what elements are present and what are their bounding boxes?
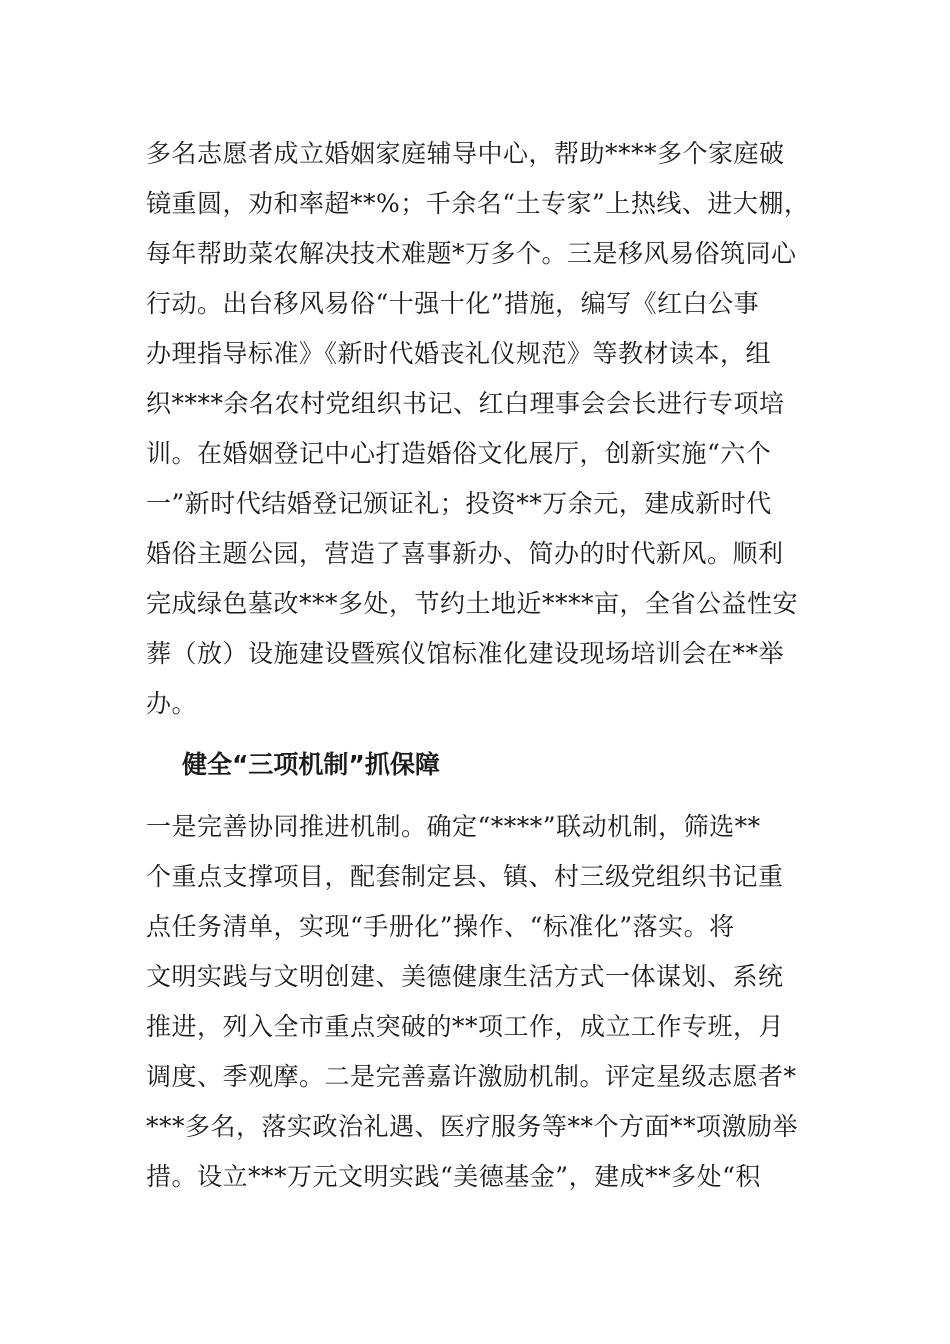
body-text-line: 多名志愿者成立婚姻家庭辅导中心，帮助****多个家庭破 <box>146 139 785 168</box>
body-text-line: 训。在婚姻登记中心打造婚俗文化展厅，创新实施“六个 <box>146 439 772 468</box>
body-text-line: 措。设立***万元文明实践“美德基金”，建成**多处“积 <box>146 1162 761 1191</box>
body-text-line: 个重点支撑项目，配套制定县、镇、村三级党组织书记重 <box>146 862 784 891</box>
body-text-line: 织****余名农村党组织书记、红白理事会会长进行专项培 <box>146 389 785 418</box>
body-text-line: 文明实践与文明创建、美德健康生活方式一体谋划、系统 <box>146 962 784 991</box>
body-text-line: 推进，列入全市重点突破的**项工作，成立工作专班，月 <box>146 1012 785 1041</box>
section-heading: 健全“三项机制”抓保障 <box>182 750 440 779</box>
body-text-line: 葬（放）设施建设暨殡仪馆标准化建设现场培训会在**举 <box>146 639 785 668</box>
body-text-line: 每年帮助菜农解决技术难题*万多个。三是移风易俗筑同心 <box>146 239 797 268</box>
body-text-line: 办理指导标准》《新时代婚丧礼仪规范》等教材读本，组 <box>146 339 772 368</box>
body-text-line: ***多名，落实政治礼遇、医疗服务等**个方面**项激励举 <box>146 1112 799 1141</box>
body-text-line: 婚俗主题公园，营造了喜事新办、简办的时代新风。顺利 <box>146 539 784 568</box>
body-text-line: 调度、季观摩。二是完善嘉许激励机制。评定星级志愿者* <box>146 1062 797 1091</box>
body-text-line: 办。 <box>146 689 198 718</box>
body-text-line: 完成绿色墓改***多处，节约土地近****亩，全省公益性安 <box>146 589 799 618</box>
body-text-line: 镜重圆，劝和率超**%；千余名“土专家”上热线、进大棚， <box>146 189 810 218</box>
body-text-line: 行动。出台移风易俗“十强十化”措施，编写《红白公事 <box>146 289 760 318</box>
body-text-line: 点任务清单，实现“手册化”操作、“标准化”落实。将 <box>146 912 735 941</box>
body-text-line: 一是完善协同推进机制。确定“****”联动机制，筛选** <box>146 812 761 841</box>
body-text-line: 一”新时代结婚登记颁证礼；投资**万余元，建成新时代 <box>146 489 772 518</box>
